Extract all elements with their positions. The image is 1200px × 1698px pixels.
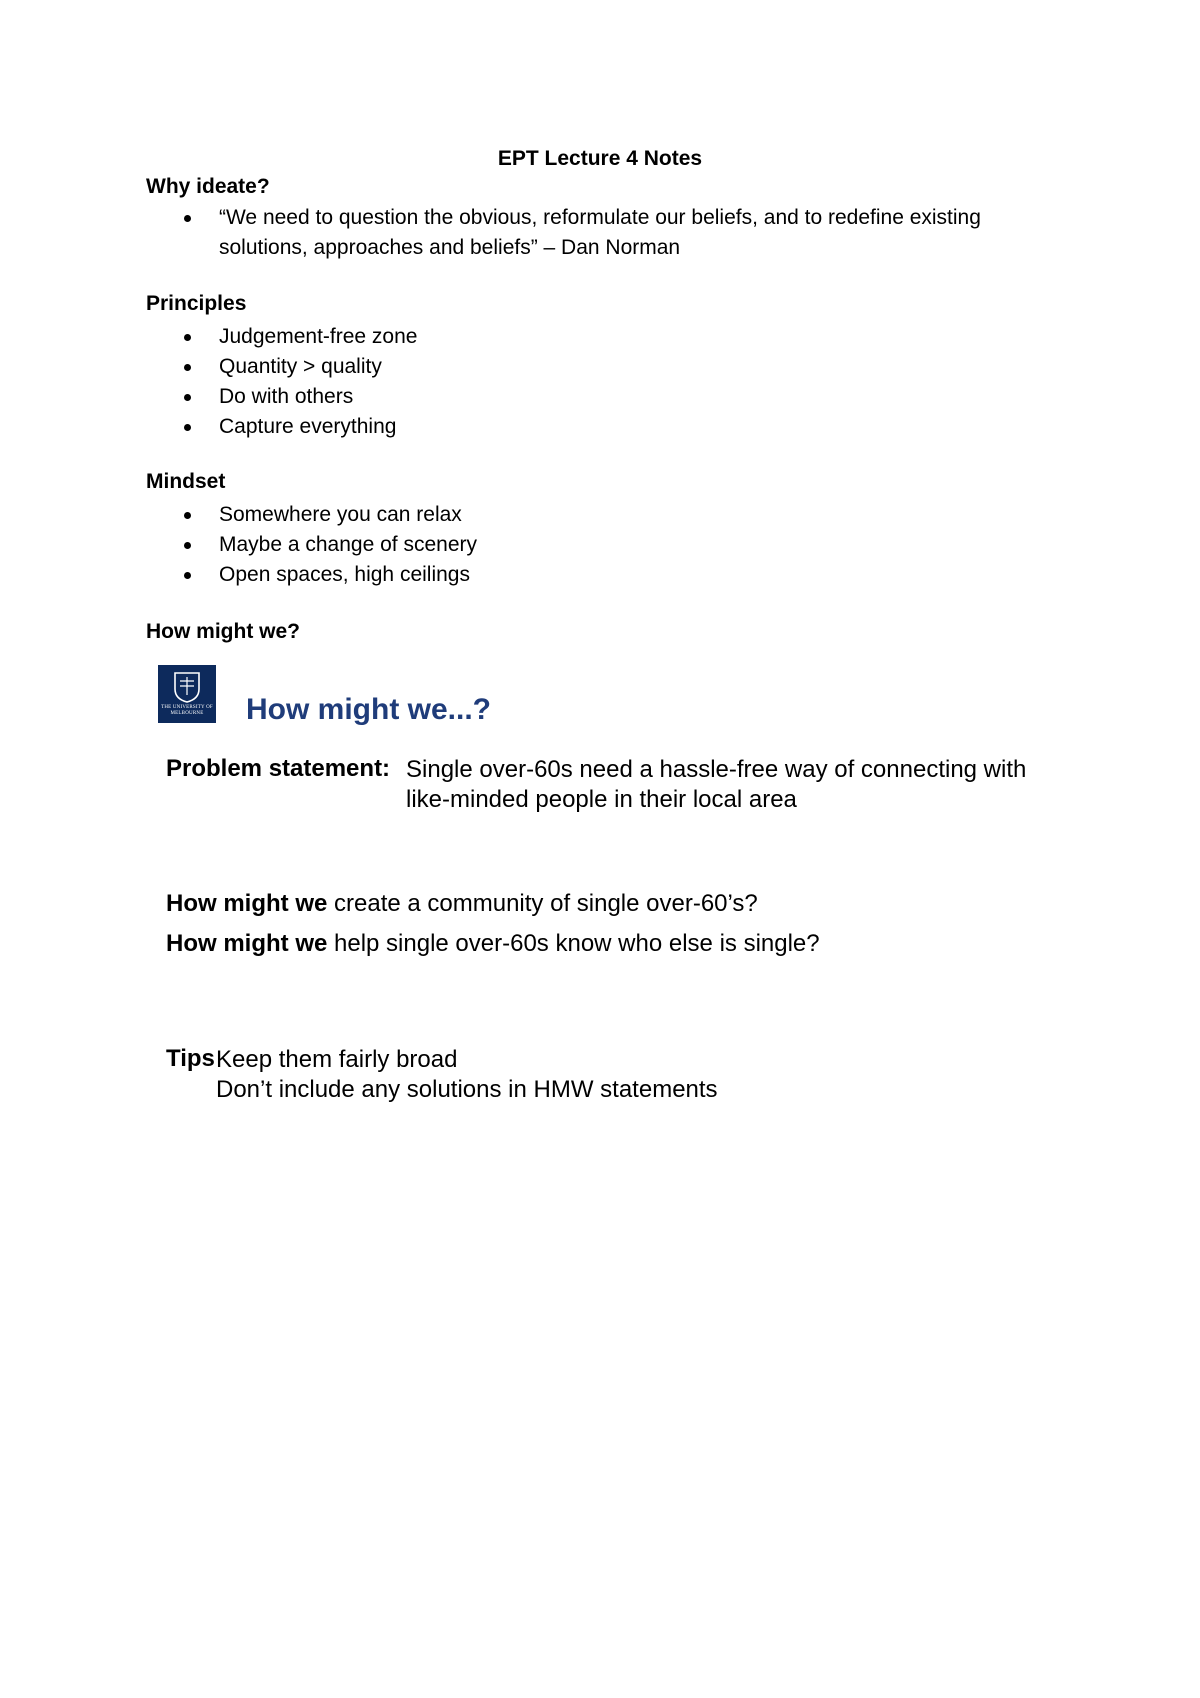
problem-statement-text: Single over-60s need a hassle-free way of connecting with like-minded people in their local area xyxy=(406,756,1027,813)
list-item: Open spaces, high ceilings xyxy=(146,560,1066,590)
problem-statement-label: Problem statement: xyxy=(166,755,391,782)
document-title: EPT Lecture 4 Notes xyxy=(497,147,703,170)
hmw-lead: How might we xyxy=(166,930,328,957)
tip-item: Keep them fairly broad xyxy=(216,1046,458,1073)
list-item: Do with others xyxy=(146,382,1066,412)
list-item: Quantity > quality xyxy=(146,352,1066,382)
heading-mindset: Mindset xyxy=(146,470,226,493)
slide-title: How might we...? xyxy=(246,693,491,726)
university-logo xyxy=(158,665,216,723)
hmw-text: create a community of single over-60’s? xyxy=(334,890,758,917)
hmw-lead: How might we xyxy=(166,890,328,917)
why-ideate-list xyxy=(146,203,1066,263)
heading-how-might-we: How might we? xyxy=(146,620,300,643)
tips-label: Tips xyxy=(166,1045,215,1072)
list-item: Capture everything xyxy=(146,412,1066,442)
heading-principles: Principles xyxy=(146,292,247,315)
tip-item: Don’t include any solutions in HMW statements xyxy=(216,1076,718,1103)
tips-list xyxy=(216,1045,718,1105)
list-item: “We need to question the obvious, reformulate our beliefs, and to redefine existing solutions, approaches and beliefs” – Dan Norman xyxy=(146,203,1066,263)
mindset-list xyxy=(146,500,1066,590)
list-item: Judgement-free zone xyxy=(146,322,1066,352)
embedded-slide-image xyxy=(150,660,1070,1120)
hmw-statement-1 xyxy=(166,890,758,918)
hmw-statement-2 xyxy=(166,930,820,958)
principles-list xyxy=(146,322,1066,442)
list-item: Somewhere you can relax xyxy=(146,500,1066,530)
crest-icon xyxy=(172,671,202,703)
list-item: Maybe a change of scenery xyxy=(146,530,1066,560)
hmw-text: help single over-60s know who else is single? xyxy=(334,930,820,957)
heading-why-ideate: Why ideate? xyxy=(146,175,270,198)
logo-text: THE UNIVERSITY OF MELBOURNE xyxy=(161,705,213,716)
